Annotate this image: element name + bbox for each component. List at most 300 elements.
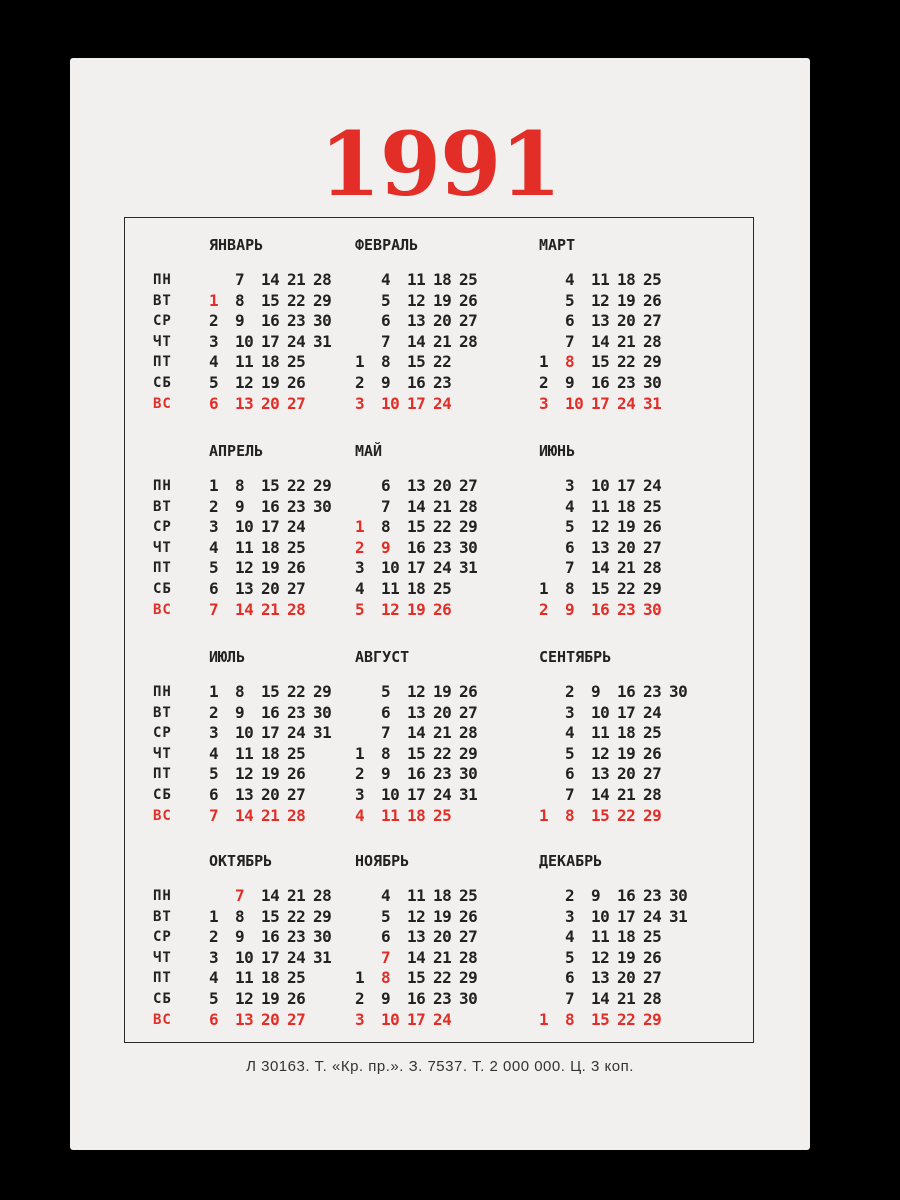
day-cell	[355, 907, 381, 928]
month-name: ЯНВАРЬ	[209, 236, 264, 254]
day-cell: 30	[643, 372, 662, 392]
calendar-card	[70, 58, 810, 1150]
day-cell: 16	[261, 311, 280, 331]
day-cell: 15	[261, 682, 280, 701]
day-cell: 3	[355, 784, 365, 804]
week-row	[209, 948, 339, 969]
day-cell	[209, 270, 235, 291]
day-cell: 29	[643, 352, 662, 372]
month-11	[343, 852, 543, 1052]
day-cell	[355, 948, 381, 969]
day-cell: 13	[407, 702, 426, 722]
day-cell: 29	[459, 968, 478, 988]
weekday-label: ЧТ	[153, 539, 172, 556]
day-cell: 24	[643, 476, 662, 495]
day-cell: 19	[261, 988, 280, 1008]
day-cell: 22	[617, 578, 636, 598]
day-cell: 8	[235, 906, 245, 926]
day-cell: 1	[539, 1009, 549, 1029]
day-cell: 18	[617, 927, 636, 947]
day-cell: 11	[591, 927, 610, 947]
day-cell: 15	[261, 290, 280, 310]
day-cell: 30	[313, 496, 332, 516]
day-cell: 14	[591, 558, 610, 578]
day-cell: 11	[591, 496, 610, 516]
calendar-frame	[124, 217, 754, 1043]
day-cell: 6	[565, 537, 575, 557]
day-cell: 24	[287, 947, 306, 967]
week-row	[209, 886, 339, 907]
day-grid	[355, 476, 485, 620]
day-cell: 22	[433, 517, 452, 537]
week-row	[355, 291, 485, 312]
day-cell: 31	[313, 723, 332, 743]
week-row	[355, 270, 485, 291]
day-cell: 18	[617, 496, 636, 516]
day-cell: 26	[459, 290, 478, 310]
day-grid	[355, 270, 485, 414]
day-cell: 15	[407, 517, 426, 537]
day-cell: 23	[617, 599, 636, 619]
day-cell: 7	[565, 331, 575, 351]
day-cell: 6	[565, 311, 575, 331]
month-4	[153, 442, 353, 642]
day-cell: 11	[381, 805, 400, 825]
day-cell: 30	[669, 886, 688, 905]
day-cell: 19	[617, 290, 636, 310]
day-cell	[355, 723, 381, 744]
day-cell: 8	[565, 352, 575, 372]
weekday-label: ПТ	[153, 354, 172, 371]
day-cell: 19	[433, 906, 452, 926]
day-cell: 27	[287, 393, 306, 413]
day-cell: 4	[381, 270, 391, 289]
day-cell: 26	[643, 947, 662, 967]
day-cell	[539, 311, 565, 332]
day-cell: 31	[669, 906, 688, 926]
day-cell: 26	[287, 372, 306, 392]
day-cell: 3	[355, 1009, 365, 1029]
day-cell: 25	[459, 270, 478, 289]
day-cell: 21	[261, 805, 280, 825]
day-cell: 17	[407, 784, 426, 804]
week-row	[539, 476, 669, 497]
day-cell: 12	[591, 290, 610, 310]
day-cell: 9	[235, 496, 245, 516]
day-cell: 1	[209, 682, 219, 701]
week-row	[355, 579, 485, 600]
weekday-label: ЧТ	[153, 333, 172, 350]
day-cell: 3	[355, 393, 365, 413]
day-cell: 22	[287, 682, 306, 701]
day-cell: 7	[381, 331, 391, 351]
week-row	[355, 352, 485, 373]
day-cell: 12	[407, 290, 426, 310]
day-cell: 16	[617, 886, 636, 905]
weekday-label: СБ	[153, 580, 172, 597]
week-row	[539, 517, 669, 538]
day-cell: 1	[209, 476, 219, 495]
day-cell: 20	[433, 927, 452, 947]
day-cell: 21	[433, 723, 452, 743]
day-cell: 13	[591, 537, 610, 557]
day-cell: 14	[407, 723, 426, 743]
day-cell: 10	[565, 393, 584, 413]
week-row	[539, 579, 669, 600]
day-cell: 2	[209, 496, 219, 516]
day-cell: 25	[433, 805, 452, 825]
day-cell: 2	[209, 927, 219, 947]
week-row	[209, 332, 339, 353]
day-cell	[355, 476, 381, 497]
day-cell	[313, 785, 339, 806]
week-row	[209, 989, 339, 1010]
day-cell: 29	[459, 743, 478, 763]
day-cell	[539, 332, 565, 353]
day-cell: 15	[591, 352, 610, 372]
week-row	[355, 806, 485, 827]
day-cell: 18	[261, 537, 280, 557]
day-cell: 20	[617, 764, 636, 784]
day-cell: 1	[539, 805, 549, 825]
day-cell	[355, 703, 381, 724]
day-cell: 27	[287, 784, 306, 804]
day-cell	[209, 886, 235, 907]
day-cell: 14	[407, 496, 426, 516]
day-cell	[459, 373, 485, 394]
month-6	[533, 442, 733, 642]
day-cell	[355, 270, 381, 291]
day-cell: 4	[381, 886, 391, 905]
day-cell: 5	[381, 290, 391, 310]
weekday-label: СР	[153, 725, 172, 742]
day-cell: 27	[459, 927, 478, 947]
day-cell: 28	[287, 805, 306, 825]
week-row	[355, 907, 485, 928]
day-cell	[539, 682, 565, 703]
week-row	[209, 373, 339, 394]
day-cell: 18	[617, 270, 636, 289]
week-row	[539, 538, 669, 559]
day-cell: 5	[209, 764, 219, 784]
day-cell: 10	[591, 702, 610, 722]
day-cell: 12	[381, 599, 400, 619]
weekday-label: СБ	[153, 786, 172, 803]
day-cell: 24	[287, 723, 306, 743]
day-cell: 20	[617, 968, 636, 988]
month-2	[343, 236, 543, 436]
day-cell: 27	[287, 578, 306, 598]
day-cell: 26	[287, 988, 306, 1008]
day-cell	[539, 907, 565, 928]
day-cell: 7	[381, 947, 391, 967]
day-cell: 13	[407, 927, 426, 947]
day-cell	[459, 394, 485, 415]
week-row	[209, 764, 339, 785]
day-cell: 26	[643, 743, 662, 763]
day-cell	[539, 703, 565, 724]
day-cell	[355, 682, 381, 703]
day-cell: 1	[209, 290, 219, 310]
day-cell: 3	[539, 393, 549, 413]
day-cell: 6	[381, 702, 391, 722]
day-cell: 12	[591, 517, 610, 537]
day-cell: 25	[433, 578, 452, 598]
day-cell: 4	[355, 578, 365, 598]
weekday-label: ПН	[153, 888, 172, 904]
month-7	[153, 648, 353, 848]
day-grid	[209, 270, 339, 414]
day-cell: 22	[617, 352, 636, 372]
month-5	[343, 442, 543, 642]
week-row	[355, 1010, 485, 1031]
day-cell: 2	[355, 372, 365, 392]
week-row	[209, 270, 339, 291]
day-cell	[539, 538, 565, 559]
week-row	[209, 497, 339, 518]
day-cell: 6	[381, 927, 391, 947]
day-cell: 1	[539, 578, 549, 598]
day-cell: 9	[381, 764, 391, 784]
weekday-label: ВТ	[153, 498, 172, 515]
day-cell: 18	[433, 270, 452, 289]
day-cell: 15	[591, 805, 610, 825]
day-cell: 22	[287, 476, 306, 495]
day-cell: 30	[459, 537, 478, 557]
day-cell	[355, 291, 381, 312]
day-cell: 15	[261, 476, 280, 495]
day-cell: 10	[381, 393, 400, 413]
day-cell: 2	[355, 764, 365, 784]
weekday-label: ПТ	[153, 560, 172, 577]
week-row	[539, 886, 695, 907]
day-cell: 15	[407, 352, 426, 372]
day-cell: 27	[459, 702, 478, 722]
week-row	[209, 744, 339, 765]
day-cell: 22	[617, 1009, 636, 1029]
day-cell: 2	[539, 599, 549, 619]
week-row	[355, 497, 485, 518]
day-cell: 18	[261, 743, 280, 763]
day-cell: 19	[617, 743, 636, 763]
month-name: ИЮНЬ	[539, 442, 576, 460]
day-cell: 2	[565, 682, 575, 701]
week-row	[539, 764, 695, 785]
day-cell: 16	[261, 496, 280, 516]
weekday-label: СБ	[153, 990, 172, 1007]
day-cell: 6	[381, 476, 391, 495]
day-cell: 12	[407, 906, 426, 926]
day-cell: 7	[565, 558, 575, 578]
day-cell	[669, 723, 695, 744]
month-3	[533, 236, 733, 436]
day-cell	[355, 927, 381, 948]
day-cell	[539, 744, 565, 765]
week-row	[209, 600, 339, 621]
day-cell: 7	[381, 496, 391, 516]
day-cell: 10	[591, 906, 610, 926]
day-cell: 9	[381, 372, 391, 392]
week-row	[355, 948, 485, 969]
day-cell: 6	[209, 784, 219, 804]
day-cell: 9	[235, 702, 245, 722]
day-cell: 25	[643, 723, 662, 743]
day-cell: 16	[407, 372, 426, 392]
day-cell: 30	[313, 702, 332, 722]
weekday-label: СБ	[153, 374, 172, 391]
day-grid	[209, 886, 339, 1030]
day-cell: 2	[209, 702, 219, 722]
day-cell: 8	[565, 1009, 575, 1029]
weekday-label: ПТ	[153, 766, 172, 783]
day-cell: 26	[433, 599, 452, 619]
day-cell: 29	[643, 578, 662, 598]
day-cell	[539, 989, 565, 1010]
day-cell: 27	[643, 968, 662, 988]
day-cell: 9	[591, 886, 601, 905]
day-cell: 25	[287, 537, 306, 557]
day-cell: 3	[565, 702, 575, 722]
week-row	[355, 785, 485, 806]
day-cell	[313, 517, 339, 538]
weekday-labels	[153, 682, 181, 826]
day-cell: 8	[381, 743, 391, 763]
week-row	[209, 394, 339, 415]
week-row	[355, 311, 485, 332]
day-cell: 17	[617, 906, 636, 926]
day-cell: 22	[287, 906, 306, 926]
week-row	[355, 968, 485, 989]
weekday-label: ПН	[153, 272, 172, 288]
day-cell: 16	[617, 682, 636, 701]
day-cell: 23	[433, 988, 452, 1008]
day-cell: 28	[643, 784, 662, 804]
day-cell: 24	[617, 393, 636, 413]
day-cell: 2	[565, 886, 575, 905]
day-cell: 6	[565, 968, 575, 988]
weekday-label: СР	[153, 519, 172, 536]
day-cell: 23	[287, 702, 306, 722]
day-cell	[355, 886, 381, 907]
day-cell: 27	[459, 311, 478, 331]
day-cell	[539, 558, 565, 579]
day-cell: 23	[617, 372, 636, 392]
day-cell: 13	[407, 311, 426, 331]
day-cell: 15	[407, 968, 426, 988]
day-cell: 17	[261, 723, 280, 743]
day-cell: 31	[313, 331, 332, 351]
day-cell: 8	[565, 578, 575, 598]
day-cell	[669, 968, 695, 989]
week-row	[539, 291, 669, 312]
day-cell: 2	[539, 372, 549, 392]
week-row	[539, 968, 695, 989]
day-cell: 17	[407, 393, 426, 413]
day-cell: 14	[261, 270, 280, 289]
day-cell: 25	[287, 743, 306, 763]
day-cell: 19	[261, 372, 280, 392]
day-cell: 2	[209, 311, 219, 331]
day-cell: 5	[381, 682, 391, 701]
week-row	[209, 579, 339, 600]
day-cell: 3	[209, 723, 219, 743]
day-cell: 20	[261, 1009, 280, 1029]
day-cell: 30	[643, 599, 662, 619]
day-cell: 22	[433, 743, 452, 763]
day-cell: 31	[643, 393, 662, 413]
day-cell	[539, 764, 565, 785]
day-cell: 10	[235, 331, 254, 351]
day-cell: 21	[433, 496, 452, 516]
day-cell	[539, 785, 565, 806]
day-cell: 12	[591, 743, 610, 763]
day-cell: 28	[459, 331, 478, 351]
day-cell: 29	[313, 682, 332, 701]
day-cell: 5	[565, 290, 575, 310]
day-cell: 13	[591, 968, 610, 988]
week-row	[539, 948, 695, 969]
day-cell	[313, 968, 339, 989]
day-cell: 13	[235, 1009, 254, 1029]
day-cell: 8	[235, 476, 245, 495]
day-cell: 14	[407, 331, 426, 351]
weekday-labels	[153, 886, 181, 1030]
day-cell: 12	[591, 947, 610, 967]
weekday-label: ВС	[153, 395, 172, 412]
week-row	[539, 497, 669, 518]
day-cell: 26	[643, 290, 662, 310]
week-row	[539, 270, 669, 291]
week-row	[539, 1010, 695, 1031]
day-cell: 17	[617, 476, 636, 495]
week-row	[209, 558, 339, 579]
day-cell: 4	[209, 537, 219, 557]
day-cell: 3	[565, 906, 575, 926]
day-cell: 11	[235, 352, 254, 372]
day-cell: 11	[235, 743, 254, 763]
day-cell: 11	[407, 270, 426, 289]
day-cell: 20	[617, 537, 636, 557]
day-cell	[669, 806, 695, 827]
week-row	[539, 600, 669, 621]
day-cell	[539, 927, 565, 948]
day-cell: 21	[287, 270, 306, 289]
day-cell: 1	[355, 517, 365, 537]
day-cell: 9	[565, 372, 575, 392]
day-cell: 16	[261, 927, 280, 947]
day-cell: 9	[565, 599, 575, 619]
day-grid	[539, 682, 695, 826]
day-cell	[313, 989, 339, 1010]
day-cell: 23	[287, 311, 306, 331]
day-cell: 5	[209, 558, 219, 578]
day-cell	[539, 886, 565, 907]
day-cell: 27	[643, 537, 662, 557]
day-cell: 1	[355, 352, 365, 372]
week-row	[355, 723, 485, 744]
day-cell: 27	[643, 764, 662, 784]
day-cell: 4	[565, 270, 575, 289]
day-cell: 8	[381, 968, 391, 988]
day-cell: 18	[407, 578, 426, 598]
day-cell: 28	[313, 270, 332, 289]
day-cell: 11	[235, 968, 254, 988]
week-row	[209, 517, 339, 538]
day-cell: 4	[565, 723, 575, 743]
day-cell	[539, 968, 565, 989]
day-cell: 16	[591, 599, 610, 619]
day-cell	[669, 785, 695, 806]
